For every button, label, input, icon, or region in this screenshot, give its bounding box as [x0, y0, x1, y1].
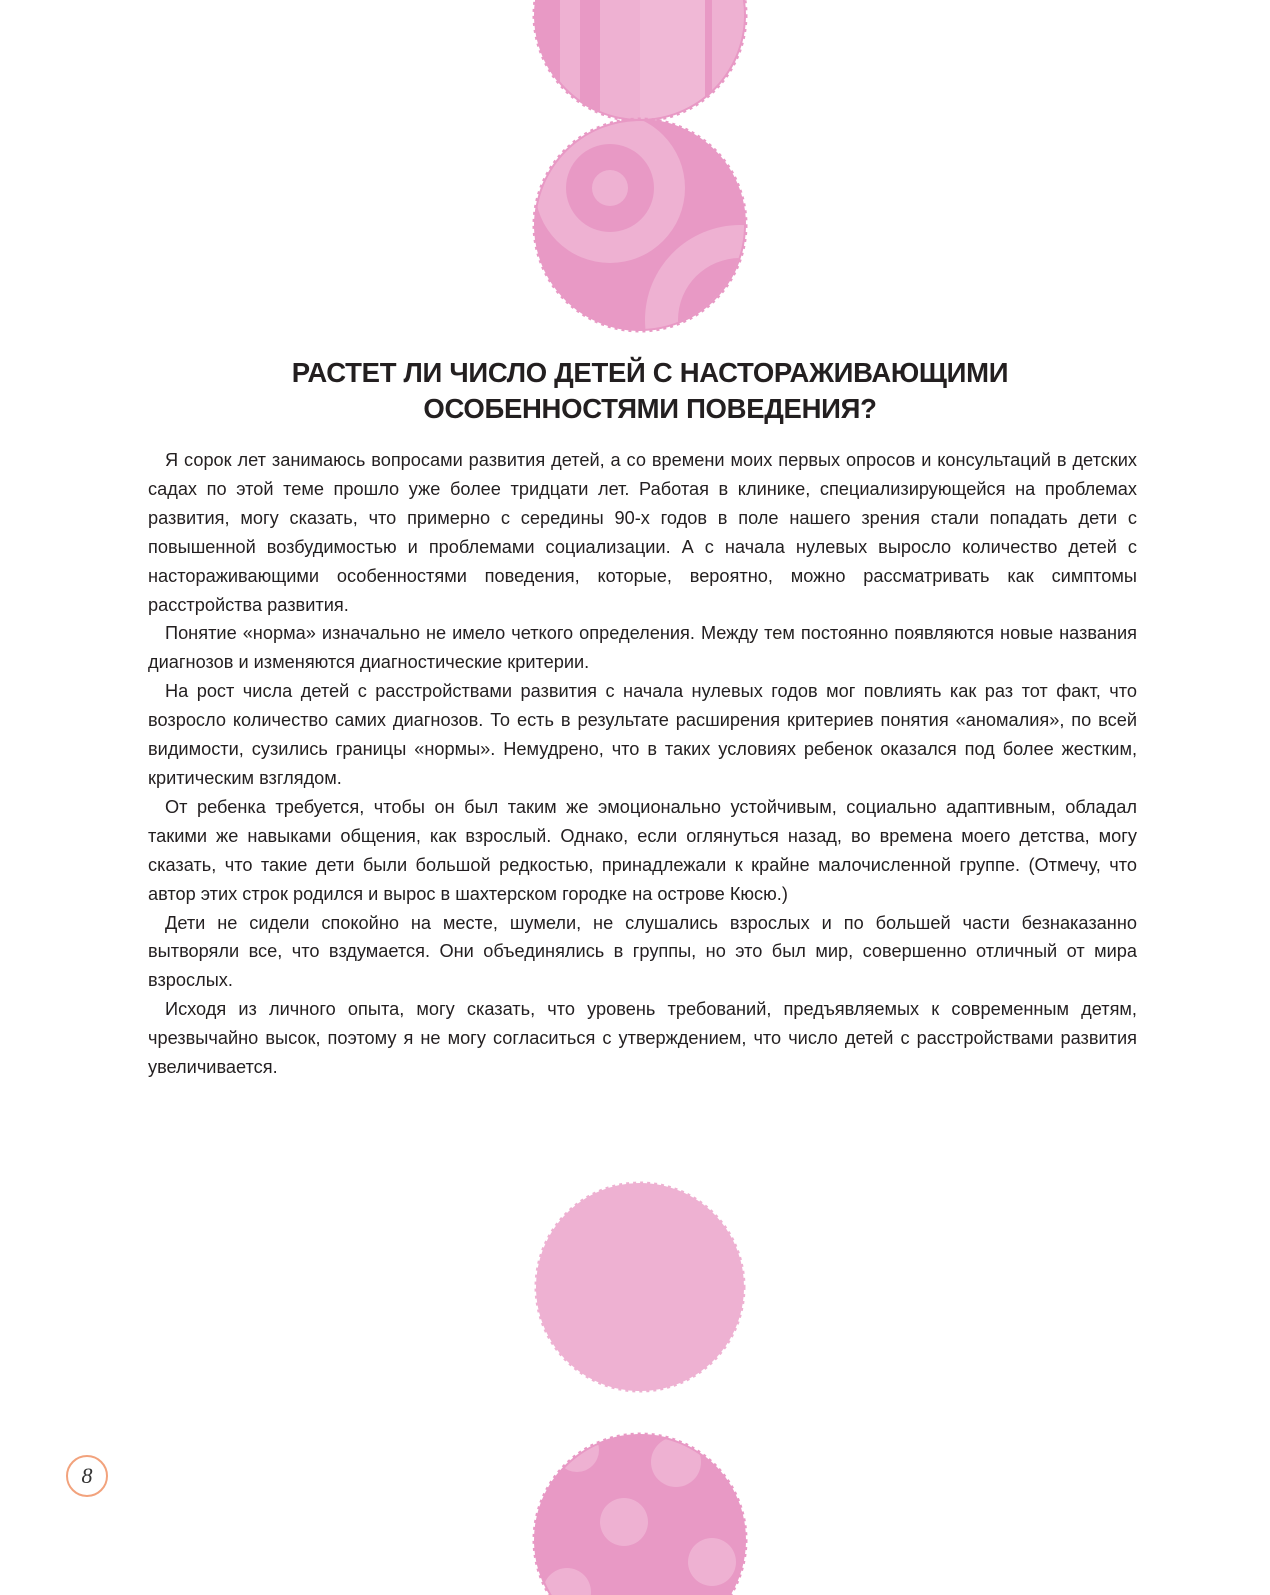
paragraph: Дети не сидели спокойно на месте, шумели, не слушались взрослых и по большей части безнаказанно вытворяли все, что вздумается. Они объединялись в группы, но это был мир, совершенно отличный от мира взрослых.	[148, 912, 1137, 991]
paragraph: Я сорок лет занимаюсь вопросами развития детей, а со времени моих первых опросов и консультаций в детских садах по этой теме прошло уже более тридцати лет. Работая в клинике, специализирующейся на проблемах развития, могу сказать, что примерно с середины 90-х годов в поле нашего зрения стали попадать дети с повышенной возбудимостью и проблемами социализации. А с начала нулевых выросло количество детей с настораживающими особенностями поведения, которые, вероятно, можно рассматривать как симптомы расстройства развития.	[148, 450, 1137, 615]
striped-circle-icon	[530, 0, 752, 130]
paragraph: Понятие «норма» изначально не имело четкого определения. Между тем постоянно появляются новые названия диагнозов и изменяются диагностические критерии.	[148, 623, 1137, 673]
title-line: РАСТЕТ ЛИ ЧИСЛО ДЕТЕЙ С НАСТОРАЖИВАЮЩИМИ	[291, 357, 1009, 388]
plain-circle-icon	[536, 1183, 744, 1391]
page-title	[160, 355, 1140, 427]
paragraph: На рост числа детей с расстройствами развития с начала нулевых годов мог повлиять как раз тот факт, что возросло количество самих диагнозов. То есть в результате расширения критериев понятия «аномалия», по всей видимости, сузились границы «нормы». Немудрено, что в таких условиях ребенок оказался под более жестким, критическим взглядом.	[148, 681, 1137, 788]
title-line: ОСОБЕННОСТЯМИ ПОВЕДЕНИЯ?	[423, 393, 877, 424]
article-body	[148, 446, 1137, 1082]
dotted-circle-icon	[534, 1428, 746, 1595]
page-number: 8	[66, 1455, 108, 1497]
paragraph: Исходя из личного опыта, могу сказать, что уровень требований, предъявляемых к современным детям, чрезвычайно высок, поэтому я не могу согласиться с утверждением, что число детей с расстройствами развития увеличивается.	[148, 999, 1137, 1078]
paragraph: От ребенка требуется, чтобы он был таким же эмоционально устойчивым, социально адаптивным, обладал такими же навыками общения, как взрослый. Однако, если оглянуться назад, во времена моего детства, могу сказать, что такие дети были большой редкостью, принадлежали к крайне малочисленной группе. (Отмечу, что автор этих строк родился и вырос в шахтерском городке на острове Кюсю.)	[148, 796, 1137, 904]
